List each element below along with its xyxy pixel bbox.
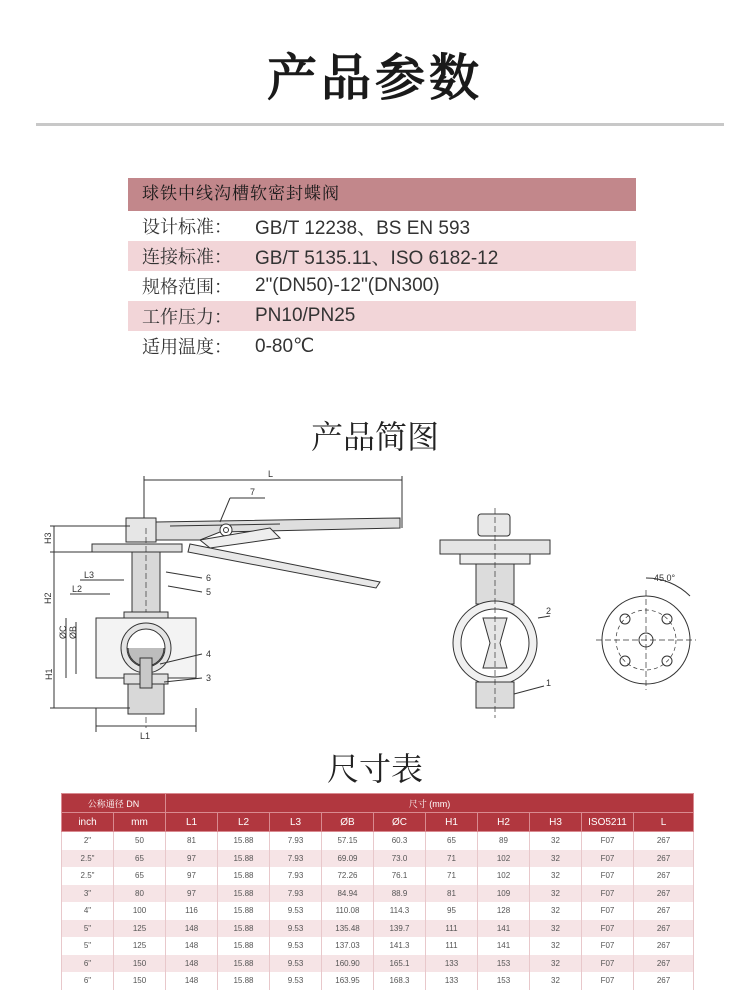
column-header: L1 (166, 813, 218, 832)
table-cell: 153 (478, 972, 530, 990)
table-cell: 102 (478, 867, 530, 885)
column-header: ØC (374, 813, 426, 832)
table-cell: 2.5" (62, 867, 114, 885)
table-cell: 32 (530, 850, 582, 868)
table-cell: 5" (62, 937, 114, 955)
table-row (62, 972, 694, 990)
table-row (62, 850, 694, 868)
table-cell: F07 (582, 850, 634, 868)
table-cell: 80 (114, 885, 166, 903)
table-cell: 97 (166, 850, 218, 868)
column-header: L3 (270, 813, 322, 832)
table-cell: 5" (62, 920, 114, 938)
callout-1: 1 (546, 678, 552, 688)
callout-4: 4 (206, 649, 212, 659)
table-cell: 32 (530, 920, 582, 938)
column-header: L2 (218, 813, 270, 832)
column-header: ØB (322, 813, 374, 832)
table-cell: 114.3 (374, 902, 426, 920)
table-cell: 32 (530, 972, 582, 990)
product-name: 球铁中线沟槽软密封蝶阀 (128, 178, 636, 211)
table-cell: 267 (634, 850, 694, 868)
callout-3: 3 (206, 673, 212, 683)
dim-label-H2: H2 (43, 592, 53, 604)
table-cell: 110.08 (322, 902, 374, 920)
table-row (62, 937, 694, 955)
table-cell: 71 (426, 850, 478, 868)
table-cell: F07 (582, 832, 634, 850)
column-header: ISO5211 (582, 813, 634, 832)
table-cell: 9.53 (270, 937, 322, 955)
table-title: 尺寸表 (326, 750, 423, 788)
param-value: 0-80℃ (255, 335, 315, 357)
param-row-working-pressure (128, 301, 636, 331)
table-cell: 150 (114, 972, 166, 990)
table-cell: 148 (166, 937, 218, 955)
table-cell: 32 (530, 867, 582, 885)
dim-label-L2: L2 (72, 584, 83, 594)
table-row (62, 920, 694, 938)
table-cell: 65 (426, 832, 478, 850)
flange-view (596, 573, 696, 690)
table-cell: 100 (114, 902, 166, 920)
callout-5: 5 (206, 587, 212, 597)
product-drawing (40, 468, 710, 748)
table-cell: F07 (582, 937, 634, 955)
table-cell: 139.7 (374, 920, 426, 938)
dim-label-H3: H3 (43, 532, 53, 544)
table-cell: 2" (62, 832, 114, 850)
table-cell: 135.48 (322, 920, 374, 938)
table-cell: 69.09 (322, 850, 374, 868)
table-cell: 267 (634, 955, 694, 973)
table-cell: 7.93 (270, 867, 322, 885)
table-cell: 15.88 (218, 955, 270, 973)
table-cell: 267 (634, 972, 694, 990)
param-row-design-standard (128, 211, 636, 241)
param-label: 连接标准： (142, 247, 232, 268)
table-cell: 111 (426, 937, 478, 955)
dim-label-L1: L1 (140, 731, 151, 741)
table-cell: 148 (166, 920, 218, 938)
page-title: 产品参数 (267, 49, 483, 107)
table-cell: 3" (62, 885, 114, 903)
table-row (62, 885, 694, 903)
table-cell: 32 (530, 885, 582, 903)
param-label: 适用温度： (142, 337, 232, 358)
table-cell: 65 (114, 850, 166, 868)
table-cell: F07 (582, 902, 634, 920)
dim-label-L: L (268, 469, 274, 479)
table-cell: 165.1 (374, 955, 426, 973)
param-value: PN10/PN25 (255, 305, 356, 326)
param-row-size-range (128, 271, 636, 301)
column-header: H1 (426, 813, 478, 832)
table-cell: F07 (582, 955, 634, 973)
table-cell: 267 (634, 920, 694, 938)
table-cell: 7.93 (270, 832, 322, 850)
table-cell: 133 (426, 955, 478, 973)
table-cell: 15.88 (218, 937, 270, 955)
table-cell: 32 (530, 937, 582, 955)
table-cell: 9.53 (270, 972, 322, 990)
table-row (62, 955, 694, 973)
table-cell: 15.88 (218, 972, 270, 990)
table-cell: 267 (634, 885, 694, 903)
table-cell: 125 (114, 920, 166, 938)
table-cell: 267 (634, 937, 694, 955)
dimension-table (61, 793, 694, 990)
table-cell: 89 (478, 832, 530, 850)
param-label: 规格范围： (142, 277, 232, 298)
column-header: H2 (478, 813, 530, 832)
table-cell: 95 (426, 902, 478, 920)
table-cell: 32 (530, 955, 582, 973)
table-cell: 60.3 (374, 832, 426, 850)
table-cell: 125 (114, 937, 166, 955)
table-cell: 7.93 (270, 885, 322, 903)
table-cell: 15.88 (218, 850, 270, 868)
table-cell: 71 (426, 867, 478, 885)
param-label: 设计标准： (142, 217, 232, 238)
table-cell: 141 (478, 937, 530, 955)
table-cell: 267 (634, 832, 694, 850)
table-cell: 102 (478, 850, 530, 868)
title-divider (36, 123, 724, 126)
table-cell: 148 (166, 972, 218, 990)
table-cell: 97 (166, 867, 218, 885)
column-header: inch (62, 813, 114, 832)
table-cell: F07 (582, 920, 634, 938)
table-cell: 116 (166, 902, 218, 920)
angle-label: 45,0° (654, 573, 676, 583)
column-header: H3 (530, 813, 582, 832)
table-cell: 65 (114, 867, 166, 885)
side-section-view (43, 469, 402, 741)
table-cell: 15.88 (218, 832, 270, 850)
param-value: GB/T 5135.11、ISO 6182-12 (255, 247, 499, 269)
table-cell: 137.03 (322, 937, 374, 955)
diagram-title: 产品简图 (310, 418, 439, 456)
table-cell: 111 (426, 920, 478, 938)
header-dimensions: 尺寸 (mm) (166, 794, 694, 813)
table-row (62, 832, 694, 850)
table-cell: 15.88 (218, 867, 270, 885)
table-cell: 6" (62, 955, 114, 973)
param-row-connection-standard (128, 241, 636, 271)
table-cell: 160.90 (322, 955, 374, 973)
table-cell: 267 (634, 867, 694, 885)
table-cell: 15.88 (218, 885, 270, 903)
table-cell: 50 (114, 832, 166, 850)
table-cell: 141 (478, 920, 530, 938)
param-value: 2"(DN50)-12"(DN300) (255, 275, 440, 296)
table-cell: 141.3 (374, 937, 426, 955)
table-cell: 81 (426, 885, 478, 903)
table-cell: 32 (530, 832, 582, 850)
table-cell: 9.53 (270, 955, 322, 973)
table-cell: 267 (634, 902, 694, 920)
table-cell: 97 (166, 885, 218, 903)
table-cell: 32 (530, 902, 582, 920)
table-cell: 150 (114, 955, 166, 973)
callout-7: 7 (250, 487, 256, 497)
dim-label-H1: H1 (44, 668, 54, 680)
table-cell: 153 (478, 955, 530, 973)
table-cell: 168.3 (374, 972, 426, 990)
table-cell: 6" (62, 972, 114, 990)
table-cell: 7.93 (270, 850, 322, 868)
table-cell: 57.15 (322, 832, 374, 850)
table-cell: F07 (582, 972, 634, 990)
table-cell: 9.53 (270, 902, 322, 920)
table-cell: 81 (166, 832, 218, 850)
table-cell: F07 (582, 867, 634, 885)
header-nominal-diameter: 公称通径 DN (62, 794, 166, 813)
parameter-panel (128, 178, 636, 361)
front-view (440, 508, 551, 718)
dim-label-L3: L3 (84, 570, 95, 580)
table-row (62, 902, 694, 920)
table-cell: 72.26 (322, 867, 374, 885)
table-cell: 9.53 (270, 920, 322, 938)
column-header: L (634, 813, 694, 832)
table-cell: 109 (478, 885, 530, 903)
dim-label-phiC: ØC (58, 625, 68, 639)
dim-label-phiB: ØB (68, 625, 78, 639)
table-cell: 76.1 (374, 867, 426, 885)
param-row-temperature (128, 331, 636, 361)
table-cell: 148 (166, 955, 218, 973)
table-cell: 163.95 (322, 972, 374, 990)
column-header: mm (114, 813, 166, 832)
param-label: 工作压力： (142, 307, 232, 328)
table-cell: 88.9 (374, 885, 426, 903)
table-cell: 128 (478, 902, 530, 920)
table-cell: 15.88 (218, 902, 270, 920)
table-cell: F07 (582, 885, 634, 903)
table-cell: 84.94 (322, 885, 374, 903)
table-cell: 73.0 (374, 850, 426, 868)
param-value: GB/T 12238、BS EN 593 (255, 217, 471, 239)
table-cell: 4" (62, 902, 114, 920)
table-row (62, 867, 694, 885)
table-cell: 2.5" (62, 850, 114, 868)
table-cell: 15.88 (218, 920, 270, 938)
table-cell: 133 (426, 972, 478, 990)
callout-2: 2 (546, 606, 552, 616)
callout-6: 6 (206, 573, 212, 583)
